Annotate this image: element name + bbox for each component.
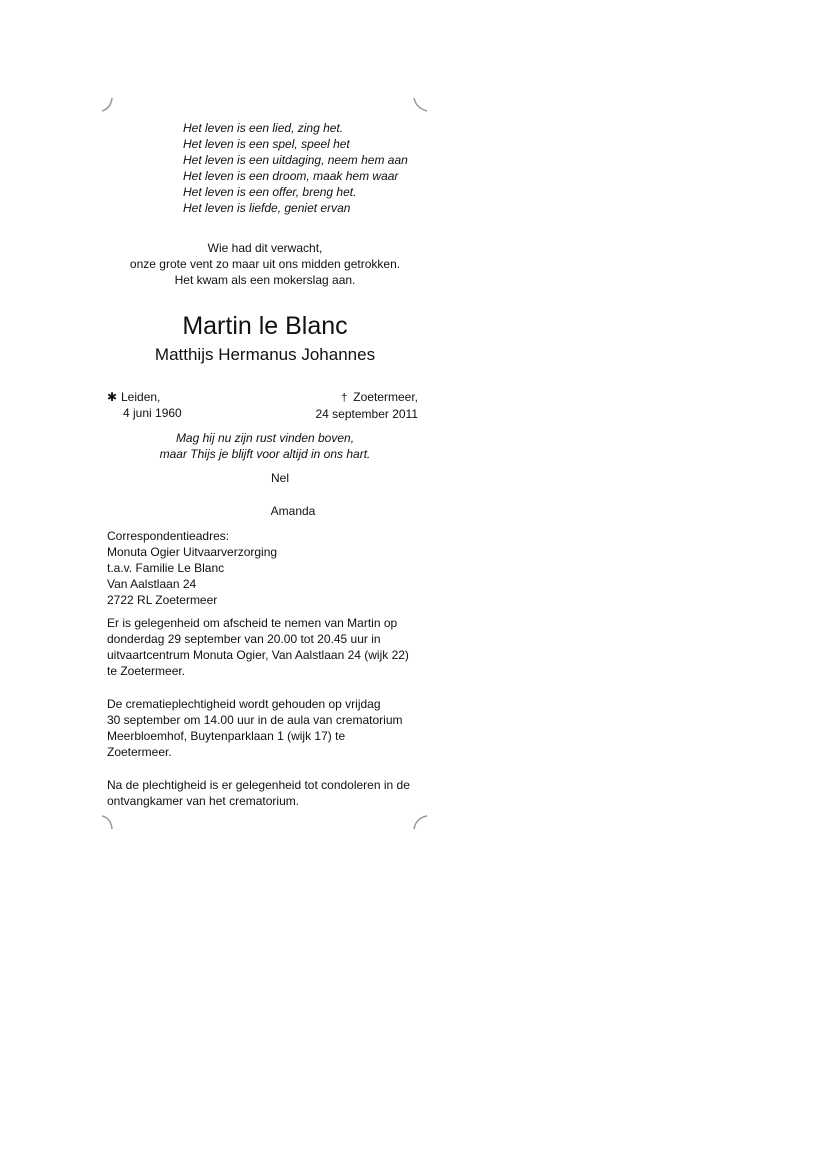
intro-line: onze grote vent zo maar uit ons midden getrokken. bbox=[129, 257, 401, 271]
poem-line: Het leven is een uitdaging, neem hem aan bbox=[183, 153, 408, 167]
viewing-paragraph bbox=[107, 615, 437, 679]
address-line: Monuta Ogier Uitvaarverzorging bbox=[107, 545, 278, 559]
paragraph-line: 30 september om 14.00 uur in de aula van crematorium bbox=[107, 713, 403, 727]
crop-corner-icon bbox=[100, 96, 120, 116]
poem-line: Het leven is een offer, breng het. bbox=[183, 185, 357, 199]
paragraph-line: De crematieplechtigheid wordt gehouden op vrijdag bbox=[107, 697, 381, 711]
address-line: Van Aalstlaan 24 bbox=[107, 577, 197, 591]
paragraph-line: uitvaartcentrum Monuta Ogier, Van Aalstlaan 24 (wijk 22) bbox=[107, 648, 409, 662]
signatory: Nel bbox=[270, 471, 289, 485]
poem-line: Het leven is een spel, speel het bbox=[183, 137, 350, 151]
birth-place: Leiden, bbox=[121, 390, 161, 404]
intro-text bbox=[100, 240, 430, 288]
crop-corner-icon bbox=[410, 812, 430, 832]
paragraph-line: ontvangkamer van het crematorium. bbox=[107, 794, 300, 808]
signatory: Amanda bbox=[270, 504, 316, 518]
poem-line: Het leven is een lied, zing het. bbox=[183, 121, 344, 135]
address-line: 2722 RL Zoetermeer bbox=[107, 593, 218, 607]
address-line: t.a.v. Familie Le Blanc bbox=[107, 561, 225, 575]
death-info bbox=[315, 389, 418, 422]
crop-corner-icon bbox=[410, 96, 430, 116]
paragraph-line: Er is gelegenheid om afscheid te nemen van Martin op bbox=[107, 616, 398, 630]
cremation-paragraph bbox=[107, 696, 437, 760]
correspondence-address bbox=[107, 528, 277, 608]
condolence-paragraph bbox=[107, 777, 437, 809]
paragraph-line: Meerbloemhof, Buytenparklaan 1 (wijk 17) te bbox=[107, 729, 346, 743]
verse-line: Mag hij nu zijn rust vinden boven, bbox=[175, 431, 355, 445]
address-line: Correspondentieadres: bbox=[107, 529, 230, 543]
death-place: Zoetermeer, bbox=[353, 390, 418, 404]
death-date: 24 september 2011 bbox=[315, 407, 418, 421]
paragraph-line: te Zoetermeer. bbox=[107, 664, 186, 678]
verse-line: maar Thijs je blijft voor altijd in ons hart. bbox=[159, 447, 371, 461]
crop-corner-icon bbox=[100, 812, 120, 832]
birth-info bbox=[107, 389, 182, 421]
paragraph-line: donderdag 29 september van 20.00 tot 20.45 uur in bbox=[107, 632, 381, 646]
paragraph-line: Na de plechtigheid is er gelegenheid tot condoleren in de bbox=[107, 778, 410, 792]
memorial-verse bbox=[100, 430, 430, 462]
birth-star-icon: ✱ bbox=[107, 390, 118, 404]
birth-date: 4 juni 1960 bbox=[123, 406, 182, 420]
paragraph-line: Zoetermeer. bbox=[107, 745, 172, 759]
deceased-name: Martin le Blanc bbox=[182, 312, 348, 340]
opening-poem bbox=[183, 120, 408, 216]
deceased-full-name: Matthijs Hermanus Johannes bbox=[154, 345, 376, 364]
poem-line: Het leven is een droom, maak hem waar bbox=[183, 169, 399, 183]
intro-line: Wie had dit verwacht, bbox=[207, 241, 323, 255]
death-cross-icon: † bbox=[341, 392, 348, 404]
intro-line: Het kwam als een mokerslag aan. bbox=[174, 273, 356, 287]
poem-line: Het leven is liefde, geniet ervan bbox=[183, 201, 351, 215]
